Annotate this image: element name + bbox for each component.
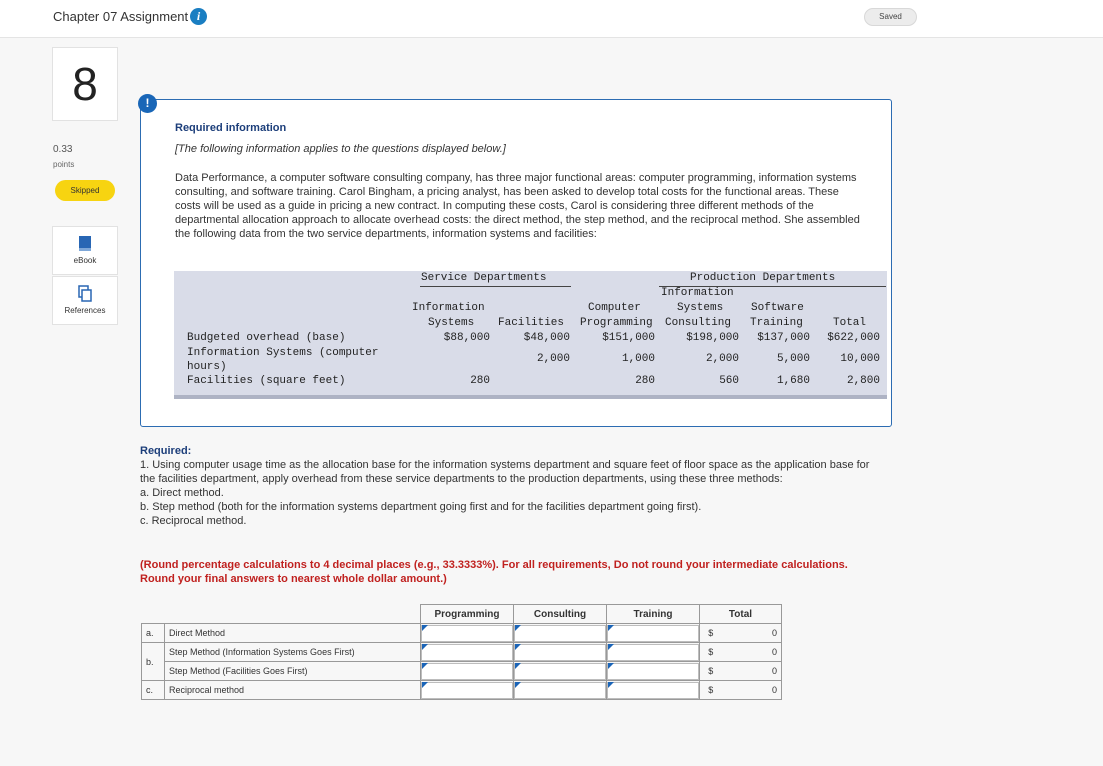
col-infosys-consulting-line2: Systems bbox=[677, 302, 724, 314]
row-label: Step Method (Information Systems Goes First) bbox=[165, 643, 421, 662]
total-value: 0 bbox=[722, 662, 782, 681]
consulting-cell bbox=[514, 624, 607, 643]
references-label: References bbox=[64, 306, 106, 315]
required-line-a: a. Direct method. bbox=[140, 487, 224, 499]
table-row bbox=[142, 643, 782, 662]
book-icon bbox=[78, 235, 92, 252]
col-total: Total bbox=[833, 317, 867, 329]
programming-cell bbox=[421, 681, 514, 700]
total-value: 0 bbox=[722, 681, 782, 700]
programming-input[interactable] bbox=[421, 682, 513, 699]
points-label: points bbox=[53, 160, 75, 169]
rounding-instructions: (Round percentage calculations to 4 decimal places (e.g., 33.3333%). For all requirements, Do not round your intermediate calculations. Round your final answers to nearest whole dollar amount.) bbox=[140, 559, 848, 585]
consulting-input[interactable] bbox=[514, 625, 606, 642]
col-software-training-line2: Training bbox=[750, 317, 803, 329]
references-icon bbox=[78, 285, 92, 302]
row-value: $622,000 bbox=[827, 332, 880, 344]
required-line-1: 1. Using computer usage time as the allocation base for the information systems department and square feet of floor space as the application base for the facilities department, apply overhead from these service departments to the production departments, using these three methods: bbox=[140, 459, 870, 485]
programming-cell bbox=[421, 624, 514, 643]
table-row bbox=[142, 681, 782, 700]
row-letter: b. bbox=[142, 643, 165, 681]
total-value: 0 bbox=[722, 624, 782, 643]
training-cell bbox=[607, 662, 700, 681]
training-input[interactable] bbox=[607, 663, 699, 680]
consulting-cell bbox=[514, 681, 607, 700]
required-information-box bbox=[140, 99, 892, 427]
header-spacer bbox=[142, 605, 421, 624]
row-value: 5,000 bbox=[776, 353, 810, 365]
programming-input[interactable] bbox=[421, 644, 513, 661]
row-label: Facilities (square feet) bbox=[187, 375, 346, 387]
saved-status-badge: Saved bbox=[864, 8, 917, 26]
question-number: 8 bbox=[52, 47, 118, 121]
answer-table bbox=[141, 604, 782, 700]
training-input[interactable] bbox=[607, 625, 699, 642]
row-value: 2,000 bbox=[536, 353, 570, 365]
programming-input[interactable] bbox=[421, 663, 513, 680]
col-software-training-line1: Software bbox=[751, 302, 804, 314]
row-value: 2,800 bbox=[846, 375, 880, 387]
currency-symbol: $ bbox=[700, 662, 722, 681]
col-information-systems-line1: Information bbox=[412, 302, 485, 314]
currency-symbol: $ bbox=[700, 624, 722, 643]
table-row bbox=[142, 624, 782, 643]
consulting-input[interactable] bbox=[514, 682, 606, 699]
row-letter: a. bbox=[142, 624, 165, 643]
required-heading: Required: bbox=[140, 445, 192, 457]
row-value: 1,680 bbox=[776, 375, 810, 387]
row-label: Reciprocal method bbox=[165, 681, 421, 700]
row-value: 10,000 bbox=[840, 353, 880, 365]
col-infosys-consulting-line3: Consulting bbox=[665, 317, 732, 329]
skipped-status-badge: Skipped bbox=[55, 180, 115, 201]
row-label: Information Systems (computer bbox=[187, 347, 379, 359]
assignment-title: Chapter 07 Assignment bbox=[53, 9, 189, 24]
programming-cell bbox=[421, 643, 514, 662]
col-computer-programming-line1: Computer bbox=[588, 302, 641, 314]
header-total: Total bbox=[700, 605, 782, 624]
table-row bbox=[142, 662, 782, 681]
required-section bbox=[140, 444, 880, 528]
total-value: 0 bbox=[722, 643, 782, 662]
row-value: 1,000 bbox=[621, 353, 655, 365]
ebook-label: eBook bbox=[73, 256, 97, 265]
header-consulting: Consulting bbox=[514, 605, 607, 624]
row-letter: c. bbox=[142, 681, 165, 700]
points-value: 0.33 bbox=[53, 144, 73, 155]
info-icon[interactable]: i bbox=[190, 8, 207, 25]
row-value: 280 bbox=[470, 375, 490, 387]
service-departments-header: Service Departments bbox=[421, 272, 547, 284]
row-value: $151,000 bbox=[602, 332, 655, 344]
row-value: $48,000 bbox=[523, 332, 570, 344]
row-label: hours) bbox=[187, 361, 227, 373]
programming-input[interactable] bbox=[421, 625, 513, 642]
col-facilities: Facilities bbox=[498, 317, 565, 329]
training-input[interactable] bbox=[607, 644, 699, 661]
service-header-rule bbox=[420, 286, 571, 287]
table-bottom-rule bbox=[174, 395, 887, 399]
currency-symbol: $ bbox=[700, 681, 722, 700]
alert-icon: ! bbox=[138, 94, 157, 113]
row-value: 280 bbox=[635, 375, 655, 387]
consulting-input[interactable] bbox=[514, 663, 606, 680]
references-button[interactable] bbox=[52, 276, 118, 325]
row-label: Step Method (Facilities Goes First) bbox=[165, 662, 421, 681]
consulting-cell bbox=[514, 662, 607, 681]
row-value: $88,000 bbox=[443, 332, 490, 344]
consulting-input[interactable] bbox=[514, 644, 606, 661]
row-label: Direct Method bbox=[165, 624, 421, 643]
row-value: 2,000 bbox=[705, 353, 739, 365]
info-paragraph: Data Performance, a computer software consulting company, has three major functional areas: computer programming, information systems consulting, and software training. Carol Bingham, a pricing analyst, has been asked to develop total costs for the functional areas. These costs will be used as a guide in pricing a new contract. In computing these costs, Carol is considering three different methods of the departmental allocation approach to allocate overhead costs: the direct method, the step method, and the reciprocal method. She assembled the following data from the two service departments, information systems and facilities: bbox=[175, 172, 860, 240]
ebook-button[interactable] bbox=[52, 226, 118, 275]
training-cell bbox=[607, 643, 700, 662]
header-programming: Programming bbox=[421, 605, 514, 624]
info-note: [The following information applies to the questions displayed below.] bbox=[175, 143, 506, 155]
top-bar bbox=[0, 0, 1103, 38]
currency-symbol: $ bbox=[700, 643, 722, 662]
required-line-b: b. Step method (both for the information systems department going first and for the facilities department going first). bbox=[140, 501, 702, 513]
training-cell bbox=[607, 624, 700, 643]
programming-cell bbox=[421, 662, 514, 681]
col-computer-programming-line2: Programming bbox=[580, 317, 653, 329]
consulting-cell bbox=[514, 643, 607, 662]
info-title: Required information bbox=[175, 122, 287, 134]
col-infosys-consulting-line1: Information bbox=[661, 287, 734, 299]
col-information-systems-line2: Systems bbox=[428, 317, 475, 329]
training-cell bbox=[607, 681, 700, 700]
header-training: Training bbox=[607, 605, 700, 624]
department-data-table bbox=[174, 271, 887, 399]
row-label: Budgeted overhead (base) bbox=[187, 332, 346, 344]
training-input[interactable] bbox=[607, 682, 699, 699]
production-departments-header: Production Departments bbox=[690, 272, 836, 284]
row-value: 560 bbox=[719, 375, 739, 387]
row-value: $198,000 bbox=[686, 332, 739, 344]
required-line-c: c. Reciprocal method. bbox=[140, 515, 247, 527]
row-value: $137,000 bbox=[757, 332, 810, 344]
